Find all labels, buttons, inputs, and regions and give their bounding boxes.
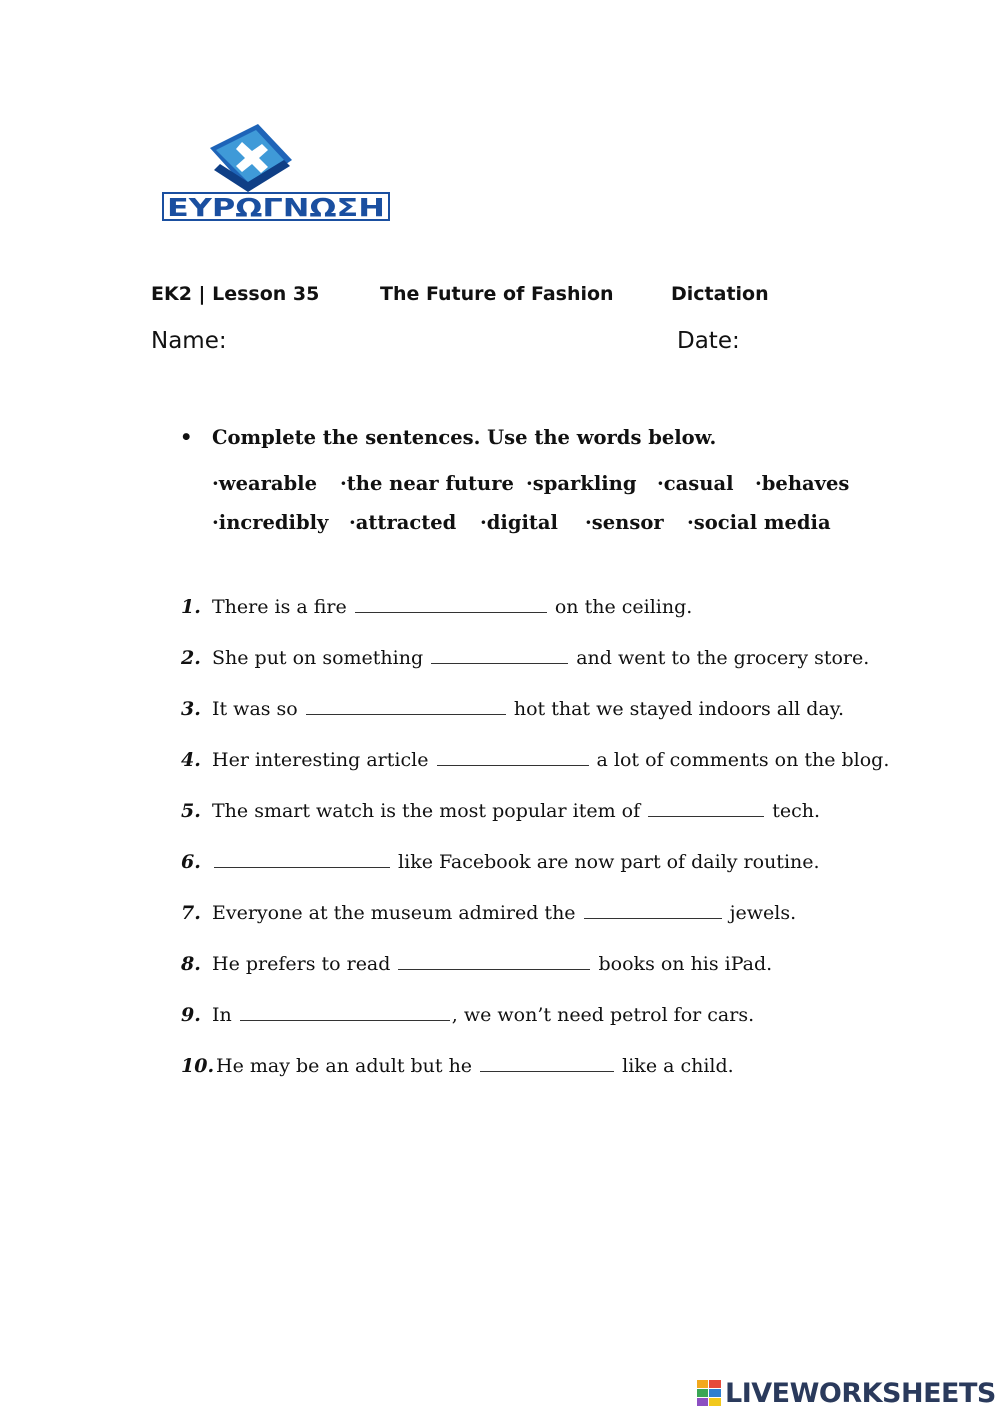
sentence-text-before: Her interesting article xyxy=(212,749,429,771)
sentence-8 xyxy=(181,953,772,975)
sentence-text-before: She put on something xyxy=(212,647,424,669)
word-bank-item: ·wearable xyxy=(212,472,317,495)
answer-blank[interactable] xyxy=(648,800,764,817)
sentence-text-before: Everyone at the museum admired the xyxy=(212,902,576,924)
word-bank-item: ·digital xyxy=(480,511,558,534)
sentence-2 xyxy=(181,647,869,669)
sentence-number: 5. xyxy=(181,800,201,822)
sentence-number: 8. xyxy=(181,953,201,975)
instruction xyxy=(180,426,716,449)
sentence-number: 7. xyxy=(181,902,201,924)
sentence-text-before: In xyxy=(212,1004,232,1026)
word-bank-item: ·casual xyxy=(657,472,734,495)
sentence-text-before: The smart watch is the most popular item of xyxy=(212,800,641,822)
word-bank-item: ·incredibly xyxy=(212,511,329,534)
liveworksheets-wordmark: LIVEWORKSHEETS xyxy=(725,1377,996,1409)
answer-blank[interactable] xyxy=(355,596,547,613)
sentence-text-after: like Facebook are now part of daily routine. xyxy=(398,851,820,873)
worksheet-title: The Future of Fashion xyxy=(380,283,614,305)
sentence-3 xyxy=(181,698,844,720)
sentence-10 xyxy=(181,1055,734,1077)
answer-blank[interactable] xyxy=(480,1055,614,1072)
liveworksheets-brand[interactable] xyxy=(697,1375,996,1411)
sentence-text-before: It was so xyxy=(212,698,298,720)
instruction-text: Complete the sentences. Use the words below. xyxy=(212,426,717,449)
answer-blank[interactable] xyxy=(240,1004,450,1021)
eurognosi-logo xyxy=(160,120,392,224)
sentence-number: 4. xyxy=(181,749,201,771)
word-bank-item: ·the near future xyxy=(340,472,514,495)
sentence-5 xyxy=(181,800,820,822)
sentence-7 xyxy=(181,902,796,924)
liveworksheets-logo-icon xyxy=(697,1380,721,1406)
sentence-text-before: He may be an adult but he xyxy=(216,1055,473,1077)
worksheet-type: Dictation xyxy=(671,283,769,305)
word-bank-item: ·sensor xyxy=(585,511,664,534)
word-bank-item: ·attracted xyxy=(349,511,457,534)
sentence-text-after: books on his iPad. xyxy=(598,953,773,975)
answer-blank[interactable] xyxy=(306,698,506,715)
sentence-4 xyxy=(181,749,889,771)
sentence-text-after: and went to the grocery store. xyxy=(576,647,870,669)
sentence-number: 2. xyxy=(181,647,201,669)
name-label: Name: xyxy=(151,328,227,354)
answer-blank[interactable] xyxy=(437,749,589,766)
sentence-text-after: a lot of comments on the blog. xyxy=(596,749,890,771)
lesson-label: EK2 | Lesson 35 xyxy=(151,283,320,305)
sentence-9 xyxy=(181,1004,754,1026)
sentence-number: 9. xyxy=(181,1004,201,1026)
sentence-number: 10. xyxy=(181,1055,215,1077)
sentence-number: 1. xyxy=(181,596,201,618)
sentence-text-before: There is a fire xyxy=(212,596,347,618)
sentence-text-after: hot that we stayed indoors all day. xyxy=(513,698,845,720)
word-bank-item: ·behaves xyxy=(755,472,850,495)
sentence-text-before: He prefers to read xyxy=(212,953,391,975)
sentence-text-after: jewels. xyxy=(729,902,797,924)
sentence-6 xyxy=(181,851,820,873)
date-label: Date: xyxy=(677,328,740,354)
answer-blank[interactable] xyxy=(398,953,590,970)
word-bank-item: ·sparkling xyxy=(526,472,637,495)
sentence-text-after: tech. xyxy=(772,800,820,822)
word-bank-item: ·social media xyxy=(687,511,831,534)
bullet-icon: • xyxy=(180,426,193,449)
sentence-number: 3. xyxy=(181,698,201,720)
sentence-number: 6. xyxy=(181,851,201,873)
sentence-text-after: like a child. xyxy=(622,1055,734,1077)
sentence-text-after: , we won’t need petrol for cars. xyxy=(451,1004,755,1026)
answer-blank[interactable] xyxy=(431,647,568,664)
answer-blank[interactable] xyxy=(584,902,722,919)
sentence-text-after: on the ceiling. xyxy=(554,596,693,618)
logo-text: ΕΥΡΩΓΝΩΣΗ xyxy=(167,193,385,222)
sentence-1 xyxy=(181,596,692,618)
answer-blank[interactable] xyxy=(214,851,390,868)
